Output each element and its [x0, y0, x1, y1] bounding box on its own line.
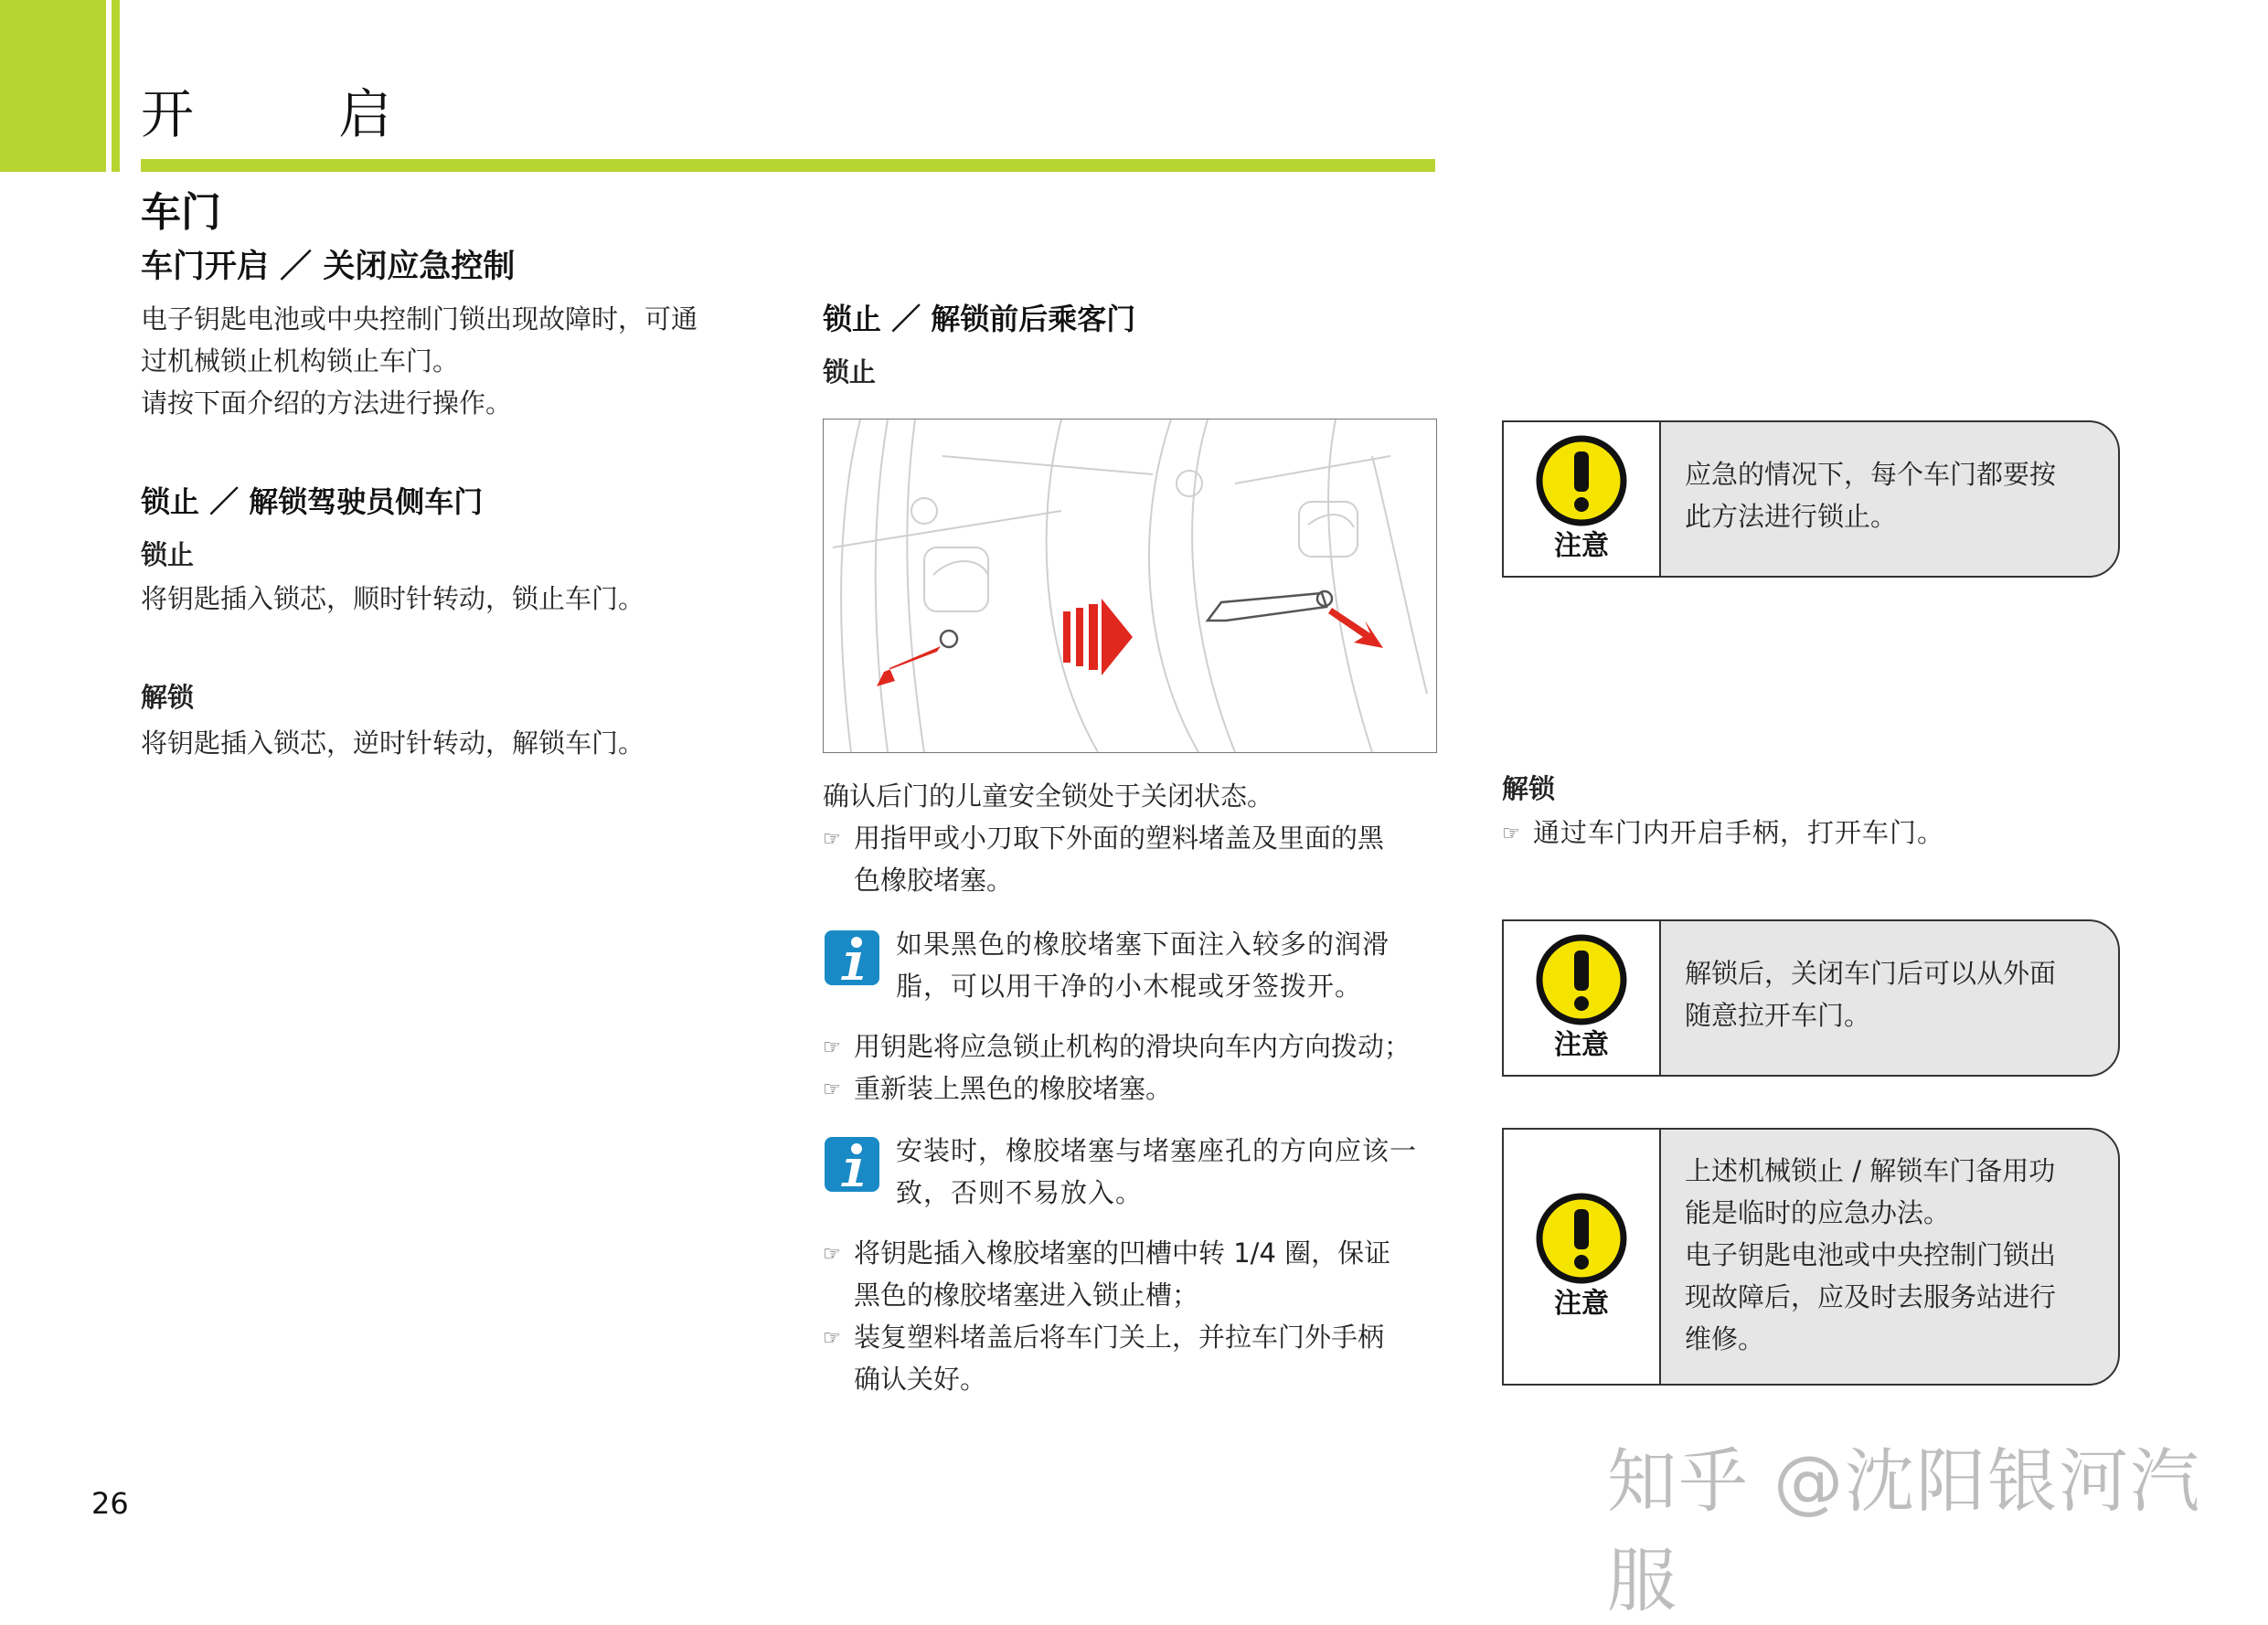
pointing-hand-icon: ☞ — [823, 1036, 841, 1059]
warning-label: 注意 — [1554, 1288, 1609, 1320]
info-note-orientation — [823, 1130, 1453, 1214]
info-line: 如果黑色的橡胶堵塞下面注入较多的润滑 — [896, 929, 1390, 960]
child-lock-confirm: 确认后门的儿童安全锁处于关闭状态。 — [823, 781, 1274, 812]
header-green-stripe — [112, 0, 120, 172]
pointing-hand-icon: ☞ — [823, 1327, 841, 1350]
info-note-grease — [823, 923, 1453, 1007]
passenger-door-heading: 锁止 ／ 解锁前后乘客门 — [823, 302, 1136, 336]
step-line: 重新装上黑色的橡胶堵塞。 — [854, 1073, 1173, 1104]
intro-paragraph — [141, 298, 781, 424]
warning-line: 上述机械锁止 / 解锁车门备用功 — [1685, 1155, 2056, 1186]
subsection-title: 车门开启 ／ 关闭应急控制 — [141, 249, 516, 285]
pointing-hand-icon: ☞ — [823, 1243, 841, 1266]
door-lock-illustration — [823, 419, 1437, 753]
door-lock-diagram — [824, 420, 1436, 752]
step-open-handle — [1502, 812, 1944, 855]
warning-line: 随意拉开车门。 — [1685, 1000, 1871, 1031]
exclamation-warning-icon — [1528, 934, 1634, 1025]
warning-badge — [1504, 921, 1661, 1075]
step-slide-lock — [823, 1025, 1411, 1069]
chapter-title: 开 启 — [141, 83, 456, 145]
exclamation-warning-icon — [1528, 1193, 1634, 1284]
intro-line: 过机械锁止机构锁止车门。 — [141, 345, 460, 377]
warning-box-after-unlock — [1502, 919, 2120, 1077]
intro-line: 电子钥匙电池或中央控制门锁出现故障时，可通 — [141, 303, 698, 335]
intro-line: 请按下面介绍的方法进行操作。 — [141, 388, 513, 419]
warning-line: 解锁后，关闭车门后可以从外面 — [1685, 958, 2057, 989]
header-green-block — [0, 0, 106, 172]
warning-line: 能是临时的应急办法。 — [1685, 1197, 1951, 1228]
driver-unlock-text: 将钥匙插入锁芯，逆时针转动，解锁车门。 — [141, 728, 645, 759]
step-line: 确认关好。 — [854, 1364, 987, 1395]
step-line: 黑色的橡胶堵塞进入锁止槽； — [854, 1280, 1199, 1311]
info-icon — [823, 929, 881, 987]
pointing-hand-icon: ☞ — [1502, 823, 1520, 845]
warning-line: 此方法进行锁止。 — [1685, 501, 1898, 532]
page-number: 26 — [91, 1486, 129, 1521]
watermark: 知乎 @沈阳银河汽服 — [1607, 1440, 2202, 1621]
warning-label: 注意 — [1554, 530, 1609, 562]
warning-line: 现故障后，应及时去服务站进行 — [1685, 1281, 2057, 1312]
driver-lock-label: 锁止 — [141, 539, 195, 570]
info-icon — [823, 1135, 881, 1194]
step-refit-plug — [823, 1067, 1172, 1111]
driver-door-heading: 锁止 ／ 解锁驾驶员侧车门 — [141, 484, 484, 519]
title-rule — [141, 159, 1435, 172]
driver-unlock-label: 解锁 — [141, 682, 195, 713]
info-line: 致，否则不易放入。 — [896, 1177, 1144, 1208]
warning-line: 应急的情况下，每个车门都要按 — [1685, 459, 2057, 490]
warning-label: 注意 — [1554, 1029, 1609, 1061]
step-line: 将钥匙插入橡胶堵塞的凹槽中转 1/4 圈，保证 — [854, 1237, 1391, 1269]
warning-box-all-doors — [1502, 420, 2120, 578]
section-title: 车门 — [141, 189, 221, 236]
step-turn-key — [823, 1232, 1453, 1316]
step-line: 通过车门内开启手柄，打开车门。 — [1533, 817, 1945, 848]
warning-badge — [1504, 1130, 1661, 1384]
warning-box-temporary — [1502, 1128, 2120, 1386]
warning-line: 维修。 — [1685, 1323, 1765, 1354]
info-line: 安装时，橡胶堵塞与堵塞座孔的方向应该一 — [896, 1135, 1418, 1166]
step-line: 色橡胶堵塞。 — [854, 865, 1014, 896]
warning-badge — [1504, 422, 1661, 576]
warning-line: 电子钥匙电池或中央控制门锁出 — [1685, 1239, 2057, 1270]
pointing-hand-icon: ☞ — [823, 828, 841, 851]
step-remove-cover — [823, 817, 1444, 901]
step-line: 装复塑料堵盖后将车门关上，并拉车门外手柄 — [854, 1322, 1385, 1353]
exclamation-warning-icon — [1528, 435, 1634, 526]
passenger-unlock-label: 解锁 — [1502, 773, 1556, 804]
step-line: 用钥匙将应急锁止机构的滑块向车内方向拨动； — [854, 1031, 1411, 1062]
passenger-lock-label: 锁止 — [823, 356, 877, 388]
pointing-hand-icon: ☞ — [823, 1078, 841, 1101]
step-line: 用指甲或小刀取下外面的塑料堵盖及里面的黑 — [854, 823, 1385, 854]
step-close-door — [823, 1316, 1453, 1400]
info-line: 脂，可以用干净的小木棍或牙签拨开。 — [896, 971, 1363, 1002]
driver-lock-text: 将钥匙插入锁芯，顺时针转动，锁止车门。 — [141, 583, 645, 614]
